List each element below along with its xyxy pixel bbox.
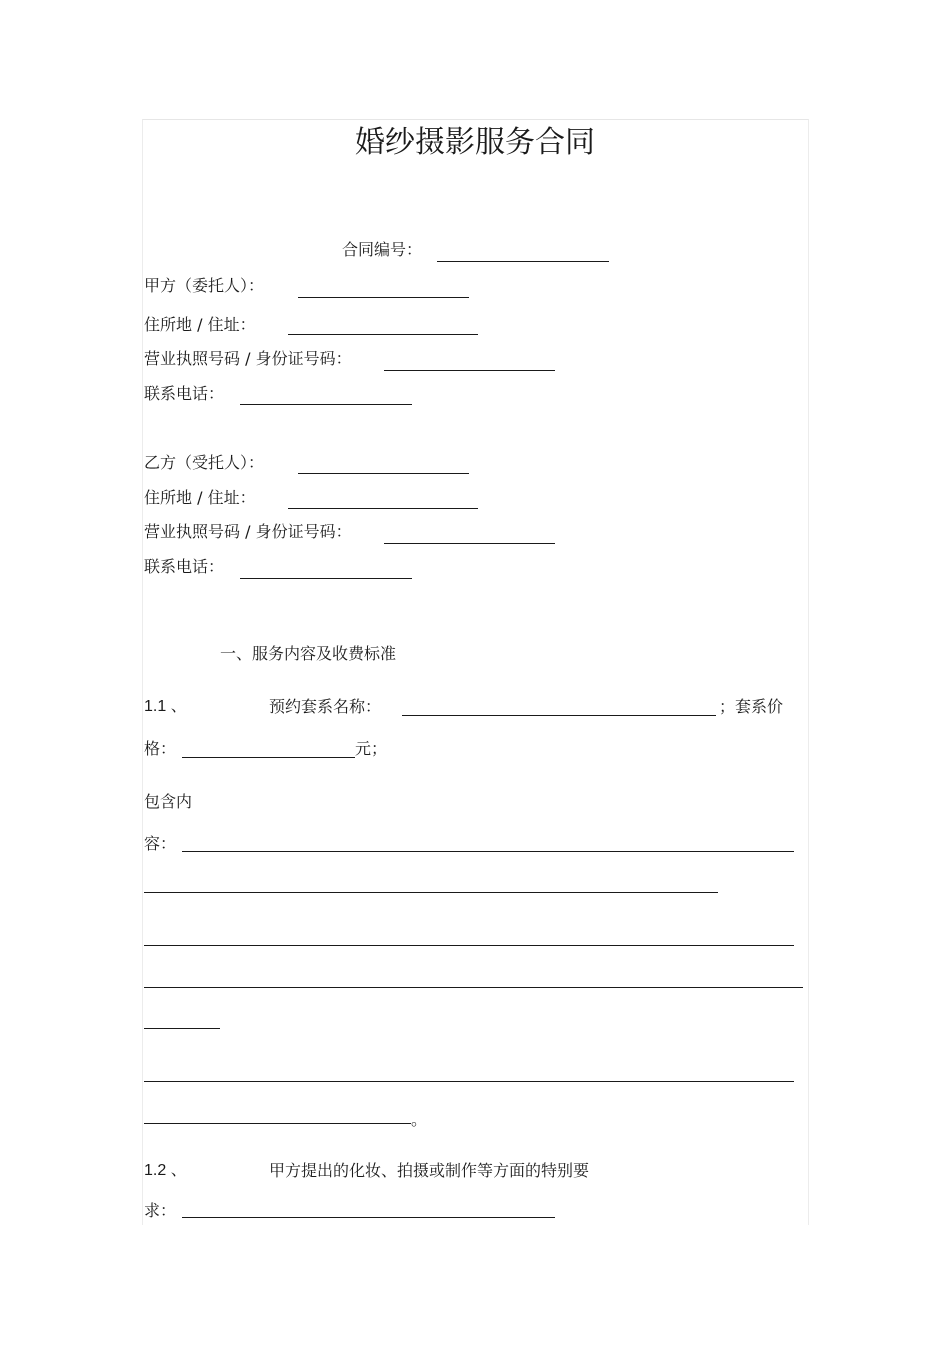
party-b-license-field[interactable] [384,543,555,544]
end-period: 。 [411,1110,428,1129]
package-name-label: 预约套系名称： [269,697,382,716]
includes-field-line-3[interactable] [144,945,794,946]
document-title: 婚纱摄影服务合同 [355,125,595,160]
special-requirements-field[interactable] [182,1217,555,1218]
party-b-address-field[interactable] [288,508,478,509]
special-requirements-label-part2: 求： [144,1201,177,1220]
party-a-phone-field[interactable] [240,404,412,405]
includes-field-line-2[interactable] [144,892,718,893]
section-heading: 一、服务内容及收费标准 [220,644,397,663]
party-a-name-label: 甲方（委托人）： [144,276,265,295]
party-b-phone-field[interactable] [240,578,412,579]
party-b-phone-label: 联系电话： [144,557,225,576]
party-a-license-label: 营业执照号码 / 身份证号码： [144,349,352,368]
party-a-name-field[interactable] [298,297,469,298]
price-unit: 元； [355,739,388,758]
includes-field-line-1[interactable] [182,851,794,852]
package-name-field[interactable] [402,715,716,716]
includes-label-part2: 容： [144,834,177,853]
package-price-label-part1: ；套系价 [719,697,784,716]
special-requirements-label-part1: 甲方提出的化妆、拍摄或制作等方面的特别要 [269,1161,590,1180]
contract-number-field[interactable] [437,261,609,262]
package-price-label-part2: 格： [144,739,177,758]
party-a-phone-label: 联系电话： [144,384,225,403]
includes-field-line-6[interactable] [144,1081,794,1082]
includes-label-part1: 包含内 [144,792,193,811]
item-number: 1.1 、 [144,698,187,715]
item-number: 1.2 、 [144,1162,187,1179]
party-a-address-field[interactable] [288,334,478,335]
includes-field-line-7[interactable] [144,1123,411,1124]
includes-field-line-4[interactable] [144,987,803,988]
party-b-name-label: 乙方（受托人）： [144,453,265,472]
party-a-address-label: 住所地 / 住址： [144,315,256,334]
party-a-license-field[interactable] [384,370,555,371]
party-b-license-label: 营业执照号码 / 身份证号码： [144,522,352,541]
party-b-address-label: 住所地 / 住址： [144,488,256,507]
package-price-field[interactable] [182,757,355,758]
contract-number-label: 合同编号： [342,240,423,259]
includes-field-line-5[interactable] [144,1028,220,1029]
party-b-name-field[interactable] [298,473,469,474]
